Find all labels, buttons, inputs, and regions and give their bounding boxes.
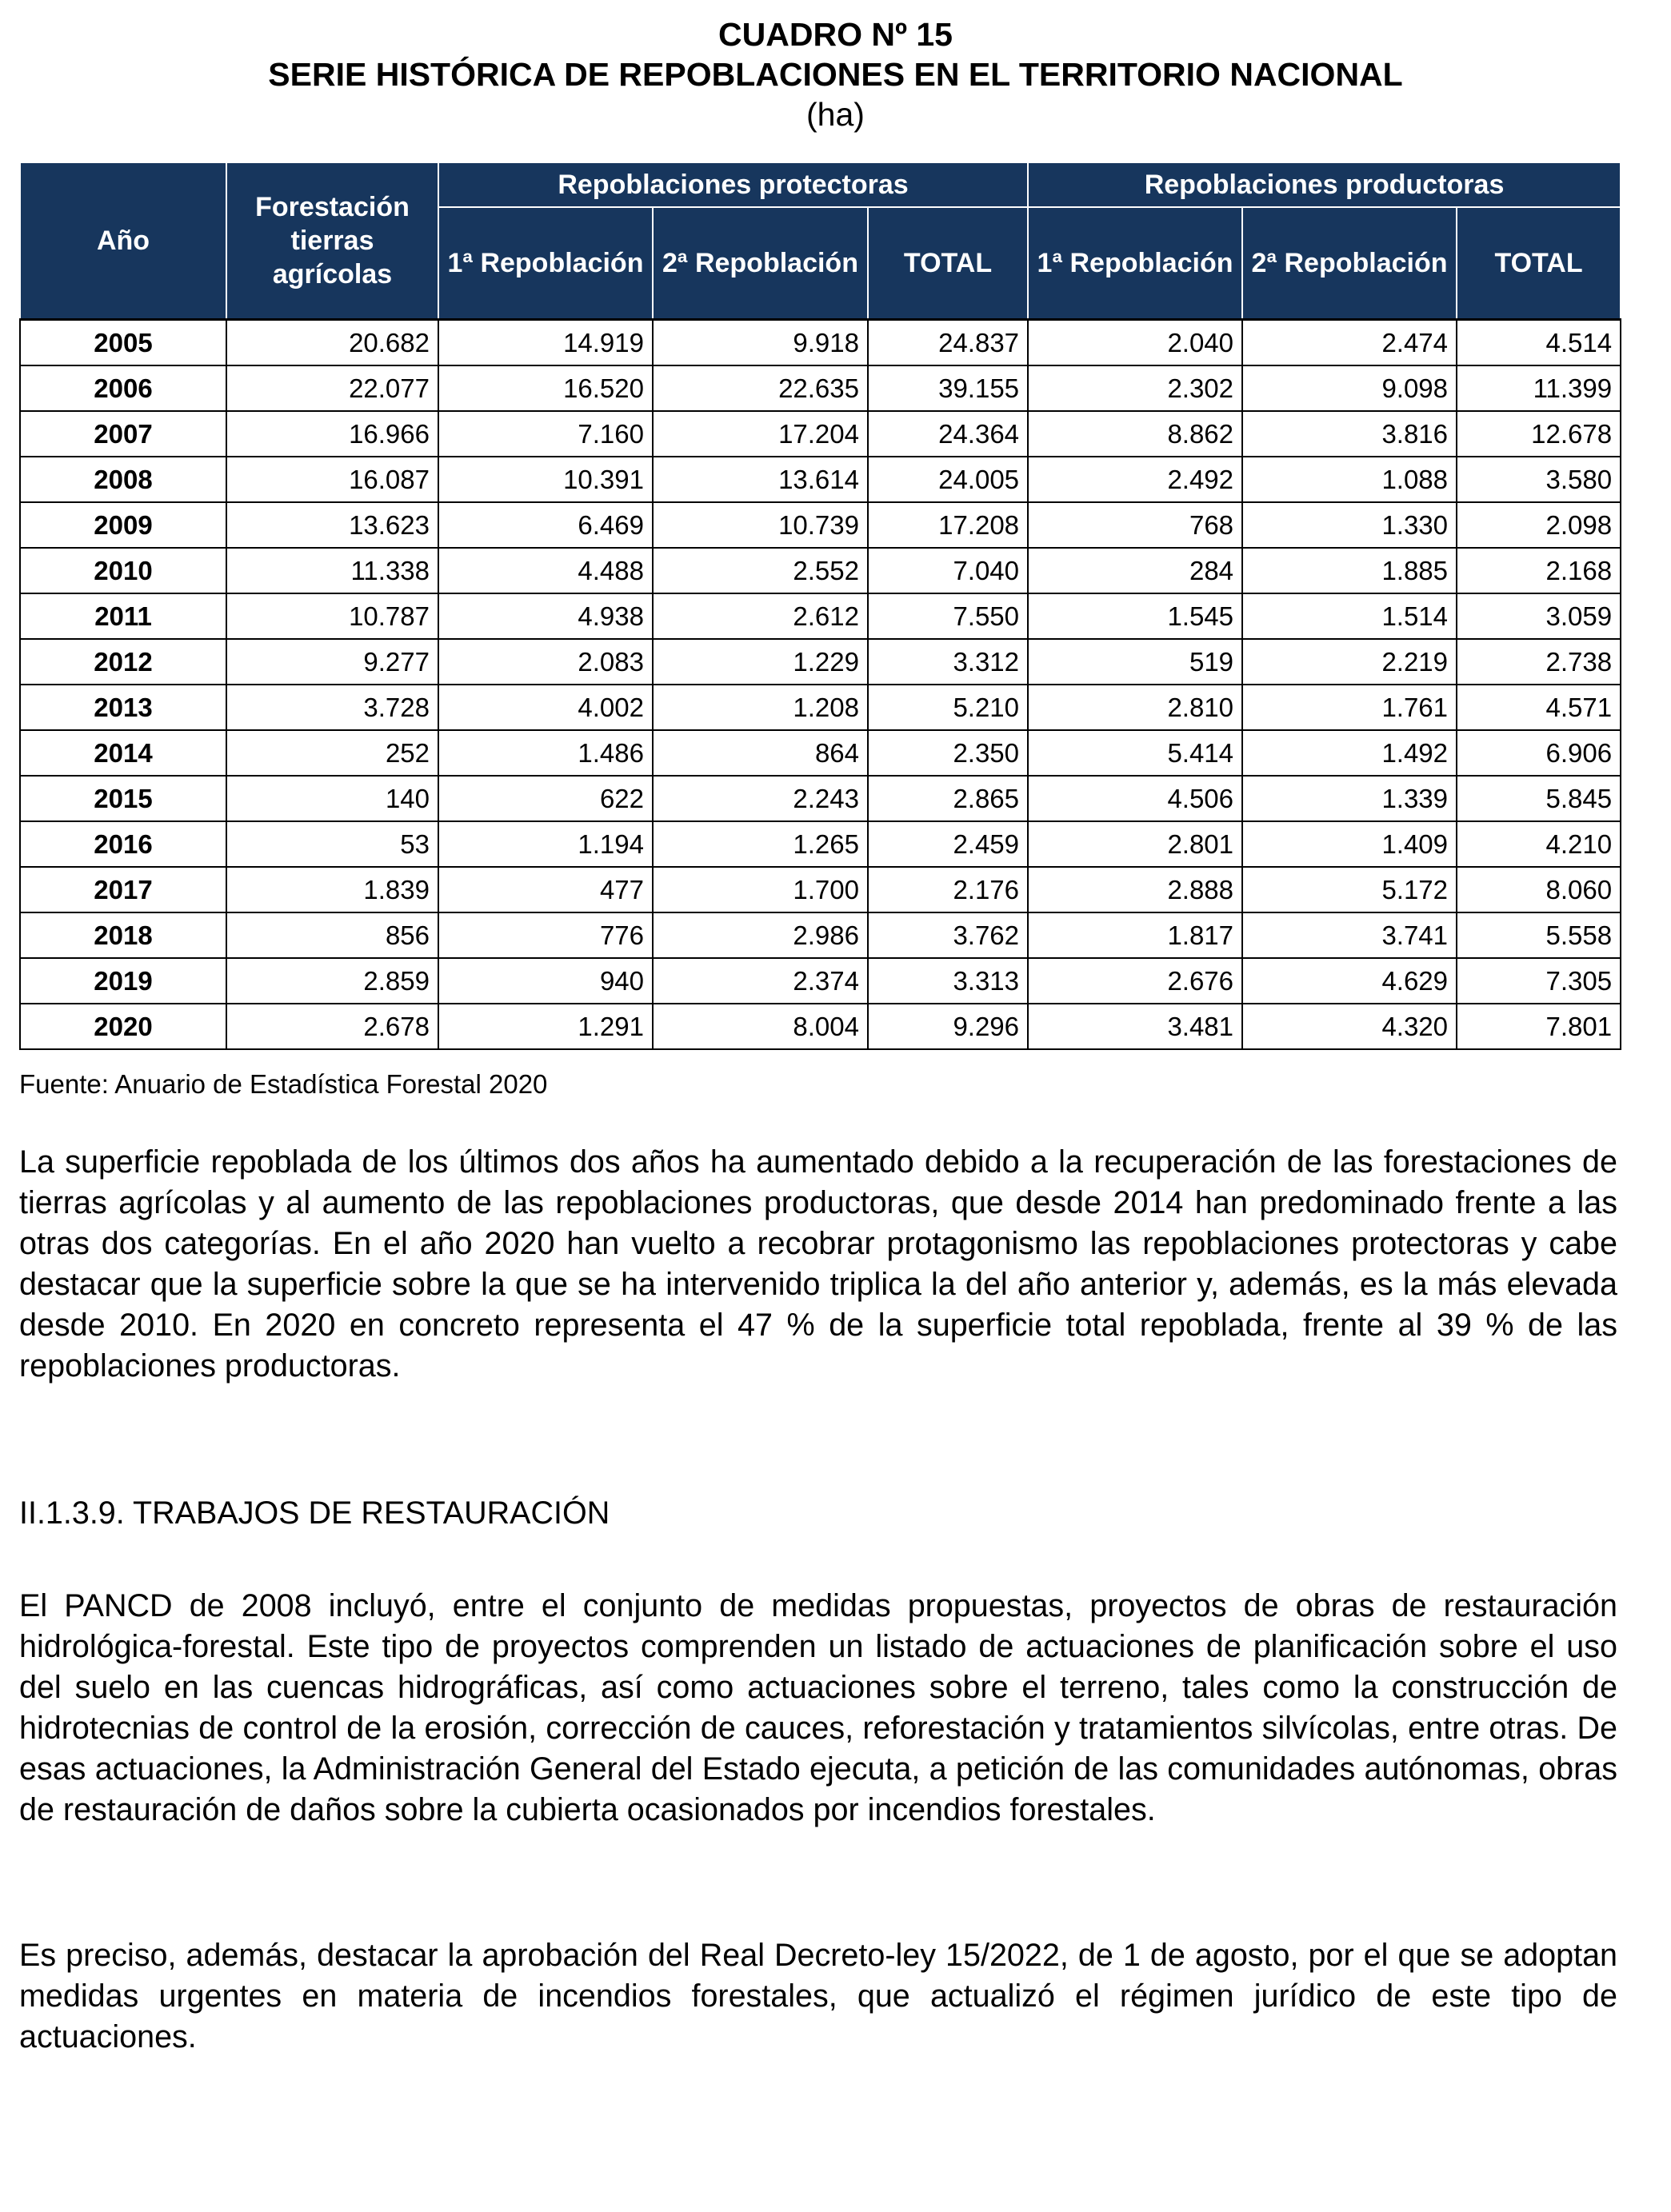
paragraph-2: El PANCD de 2008 incluyó, entre el conjunto de medidas propuestas, proyectos de obras de restauración hidrológica-forestal. Este tipo de proyectos comprenden un listado de actuaciones de planificación sobre el uso del suelo en las cuencas hidrográficas, así como actuaciones sobre el terreno, tales como la construcción de hidrotecnias de control de la erosión, corrección de cauces, reforestación y tratamientos silvícolas, entre otras. De esas actuaciones, la Administración General del Estado ejecuta, a petición de las comunidades autónomas, obras de restauración de daños sobre la cubierta ocasionados por incendios forestales. xyxy=(19,1588,1617,1827)
table-row xyxy=(20,411,1621,457)
cell-productoras-total: 2.738 xyxy=(1457,639,1621,685)
cell-productoras-total: 3.580 xyxy=(1457,457,1621,502)
cell-forestation: 856 xyxy=(226,912,438,958)
cell-protectoras-total: 3.312 xyxy=(868,639,1028,685)
cell-forestation: 1.839 xyxy=(226,867,438,912)
cell-productoras-total: 2.098 xyxy=(1457,502,1621,548)
table-source: Fuente: Anuario de Estadística Forestal 2020 xyxy=(19,1069,548,1099)
cell-protectoras-total: 2.865 xyxy=(868,776,1028,821)
cell-year: 2007 xyxy=(20,411,226,457)
cell-protectoras-first: 7.160 xyxy=(438,411,653,457)
cell-protectoras-second: 22.635 xyxy=(653,365,868,411)
cell-protectoras-total: 2.459 xyxy=(868,821,1028,867)
cell-productoras-first: 5.414 xyxy=(1028,730,1242,776)
cell-forestation: 16.966 xyxy=(226,411,438,457)
table-row xyxy=(20,1004,1621,1049)
cell-year: 2012 xyxy=(20,639,226,685)
cell-forestation: 252 xyxy=(226,730,438,776)
cell-productoras-second: 9.098 xyxy=(1242,365,1457,411)
cell-productoras-first: 768 xyxy=(1028,502,1242,548)
cell-productoras-total: 12.678 xyxy=(1457,411,1621,457)
cell-productoras-second: 1.885 xyxy=(1242,548,1457,593)
cell-protectoras-first: 1.291 xyxy=(438,1004,653,1049)
table-row xyxy=(20,821,1621,867)
cell-forestation: 13.623 xyxy=(226,502,438,548)
cell-protectoras-total: 7.040 xyxy=(868,548,1028,593)
cell-productoras-second: 5.172 xyxy=(1242,867,1457,912)
cell-protectoras-total: 3.762 xyxy=(868,912,1028,958)
cell-protectoras-total: 24.005 xyxy=(868,457,1028,502)
cell-protectoras-second: 1.229 xyxy=(653,639,868,685)
table-row xyxy=(20,502,1621,548)
cell-protectoras-first: 16.520 xyxy=(438,365,653,411)
cell-protectoras-first: 6.469 xyxy=(438,502,653,548)
table-row xyxy=(20,320,1621,366)
cell-productoras-second: 1.492 xyxy=(1242,730,1457,776)
cell-year: 2017 xyxy=(20,867,226,912)
cell-productoras-second: 1.761 xyxy=(1242,685,1457,730)
cell-productoras-second: 3.816 xyxy=(1242,411,1457,457)
cell-year: 2008 xyxy=(20,457,226,502)
section-heading: II.1.3.9. TRABAJOS DE RESTAURACIÓN xyxy=(19,1495,610,1531)
cell-forestation: 53 xyxy=(226,821,438,867)
cell-forestation: 3.728 xyxy=(226,685,438,730)
cell-productoras-second: 2.219 xyxy=(1242,639,1457,685)
header-group-productoras: Repoblaciones productoras xyxy=(1028,162,1621,207)
cell-protectoras-first: 2.083 xyxy=(438,639,653,685)
cell-productoras-second: 4.320 xyxy=(1242,1004,1457,1049)
cell-protectoras-total: 17.208 xyxy=(868,502,1028,548)
cell-protectoras-second: 1.208 xyxy=(653,685,868,730)
cell-productoras-first: 2.492 xyxy=(1028,457,1242,502)
cell-protectoras-second: 2.374 xyxy=(653,958,868,1004)
header-protectoras-total: TOTAL xyxy=(868,207,1028,320)
header-protectoras-first: 1ª Repoblación xyxy=(438,207,653,320)
cell-protectoras-total: 24.837 xyxy=(868,320,1028,366)
cell-forestation: 22.077 xyxy=(226,365,438,411)
cell-protectoras-total: 2.350 xyxy=(868,730,1028,776)
cell-protectoras-first: 477 xyxy=(438,867,653,912)
cell-productoras-first: 1.817 xyxy=(1028,912,1242,958)
cell-protectoras-total: 9.296 xyxy=(868,1004,1028,1049)
table-row xyxy=(20,958,1621,1004)
cell-forestation: 2.678 xyxy=(226,1004,438,1049)
table-caption xyxy=(0,14,1671,134)
header-productoras-first: 1ª Repoblación xyxy=(1028,207,1242,320)
cell-protectoras-second: 864 xyxy=(653,730,868,776)
cell-protectoras-second: 17.204 xyxy=(653,411,868,457)
table-row xyxy=(20,912,1621,958)
cell-productoras-second: 2.474 xyxy=(1242,320,1457,366)
caption-number: CUADRO Nº 15 xyxy=(718,16,953,53)
table-row xyxy=(20,593,1621,639)
cell-protectoras-first: 4.002 xyxy=(438,685,653,730)
table-row xyxy=(20,365,1621,411)
paragraph-3: Es preciso, además, destacar la aprobación del Real Decreto-ley 15/2022, de 1 de agosto, por el que se adoptan medidas urgentes en materia de incendios forestales, que actualizó el régimen jurídico de este tipo de actuaciones. xyxy=(19,1938,1617,2054)
cell-year: 2013 xyxy=(20,685,226,730)
cell-protectoras-second: 13.614 xyxy=(653,457,868,502)
cell-year: 2019 xyxy=(20,958,226,1004)
cell-forestation: 10.787 xyxy=(226,593,438,639)
caption-unit: (ha) xyxy=(806,96,865,133)
cell-productoras-total: 4.571 xyxy=(1457,685,1621,730)
cell-productoras-first: 8.862 xyxy=(1028,411,1242,457)
cell-protectoras-first: 4.938 xyxy=(438,593,653,639)
cell-productoras-second: 3.741 xyxy=(1242,912,1457,958)
header-productoras-total: TOTAL xyxy=(1457,207,1621,320)
cell-protectoras-first: 622 xyxy=(438,776,653,821)
cell-productoras-first: 284 xyxy=(1028,548,1242,593)
cell-productoras-second: 1.088 xyxy=(1242,457,1457,502)
cell-protectoras-total: 2.176 xyxy=(868,867,1028,912)
cell-productoras-first: 2.302 xyxy=(1028,365,1242,411)
header-forestation: Forestación tierras agrícolas xyxy=(226,162,438,320)
cell-productoras-first: 2.676 xyxy=(1028,958,1242,1004)
table-row xyxy=(20,867,1621,912)
cell-protectoras-second: 10.739 xyxy=(653,502,868,548)
table-row xyxy=(20,639,1621,685)
cell-productoras-second: 1.330 xyxy=(1242,502,1457,548)
cell-productoras-total: 6.906 xyxy=(1457,730,1621,776)
cell-year: 2015 xyxy=(20,776,226,821)
cell-protectoras-total: 39.155 xyxy=(868,365,1028,411)
cell-productoras-total: 2.168 xyxy=(1457,548,1621,593)
cell-productoras-first: 2.801 xyxy=(1028,821,1242,867)
cell-protectoras-second: 2.612 xyxy=(653,593,868,639)
cell-productoras-second: 1.339 xyxy=(1242,776,1457,821)
cell-productoras-total: 5.845 xyxy=(1457,776,1621,821)
cell-productoras-total: 5.558 xyxy=(1457,912,1621,958)
cell-productoras-total: 3.059 xyxy=(1457,593,1621,639)
caption-title: SERIE HISTÓRICA DE REPOBLACIONES EN EL TERRITORIO NACIONAL xyxy=(268,56,1403,93)
cell-productoras-first: 1.545 xyxy=(1028,593,1242,639)
cell-forestation: 20.682 xyxy=(226,320,438,366)
cell-protectoras-second: 2.552 xyxy=(653,548,868,593)
cell-protectoras-total: 5.210 xyxy=(868,685,1028,730)
table-row xyxy=(20,776,1621,821)
cell-forestation: 16.087 xyxy=(226,457,438,502)
table-body xyxy=(20,320,1621,1050)
cell-protectoras-first: 10.391 xyxy=(438,457,653,502)
cell-productoras-total: 7.305 xyxy=(1457,958,1621,1004)
cell-protectoras-first: 776 xyxy=(438,912,653,958)
table-row xyxy=(20,730,1621,776)
cell-protectoras-first: 1.486 xyxy=(438,730,653,776)
cell-protectoras-second: 8.004 xyxy=(653,1004,868,1049)
paragraph-1: La superficie repoblada de los últimos dos años ha aumentado debido a la recuperación de las forestaciones de tierras agrícolas y al aumento de las repoblaciones productoras, que desde 2014 han predominado frente a las otras dos categorías. En el año 2020 han vuelto a recobrar protagonismo las repoblaciones protectoras y cabe destacar que la superficie sobre la que se ha intervenido triplica la del año anterior y, además, es la más elevada desde 2010. En 2020 en concreto representa el 47 % de la superficie total repoblada, frente al 39 % de las repoblaciones productoras. xyxy=(19,1144,1617,1383)
cell-protectoras-first: 14.919 xyxy=(438,320,653,366)
cell-productoras-first: 2.040 xyxy=(1028,320,1242,366)
cell-forestation: 2.859 xyxy=(226,958,438,1004)
header-protectoras-second: 2ª Repoblación xyxy=(653,207,868,320)
cell-protectoras-second: 9.918 xyxy=(653,320,868,366)
cell-forestation: 11.338 xyxy=(226,548,438,593)
cell-productoras-second: 1.514 xyxy=(1242,593,1457,639)
cell-productoras-first: 2.810 xyxy=(1028,685,1242,730)
header-productoras-second: 2ª Repoblación xyxy=(1242,207,1457,320)
cell-year: 2016 xyxy=(20,821,226,867)
cell-productoras-first: 3.481 xyxy=(1028,1004,1242,1049)
cell-productoras-first: 2.888 xyxy=(1028,867,1242,912)
cell-productoras-total: 4.514 xyxy=(1457,320,1621,366)
cell-year: 2005 xyxy=(20,320,226,366)
cell-year: 2009 xyxy=(20,502,226,548)
cell-year: 2011 xyxy=(20,593,226,639)
cell-protectoras-first: 1.194 xyxy=(438,821,653,867)
cell-productoras-second: 1.409 xyxy=(1242,821,1457,867)
cell-forestation: 9.277 xyxy=(226,639,438,685)
cell-year: 2018 xyxy=(20,912,226,958)
cell-protectoras-second: 1.265 xyxy=(653,821,868,867)
cell-year: 2020 xyxy=(20,1004,226,1049)
table-row xyxy=(20,457,1621,502)
cell-productoras-total: 7.801 xyxy=(1457,1004,1621,1049)
header-year: Año xyxy=(20,162,226,320)
cell-year: 2006 xyxy=(20,365,226,411)
cell-protectoras-total: 3.313 xyxy=(868,958,1028,1004)
cell-protectoras-first: 4.488 xyxy=(438,548,653,593)
header-group-protectoras: Repoblaciones protectoras xyxy=(438,162,1028,207)
cell-year: 2014 xyxy=(20,730,226,776)
table-row xyxy=(20,685,1621,730)
cell-productoras-second: 4.629 xyxy=(1242,958,1457,1004)
cell-protectoras-total: 24.364 xyxy=(868,411,1028,457)
cell-productoras-first: 519 xyxy=(1028,639,1242,685)
table-row xyxy=(20,548,1621,593)
cell-protectoras-second: 1.700 xyxy=(653,867,868,912)
cell-year: 2010 xyxy=(20,548,226,593)
cell-protectoras-second: 2.986 xyxy=(653,912,868,958)
reforestation-table xyxy=(19,162,1621,1050)
cell-productoras-total: 4.210 xyxy=(1457,821,1621,867)
cell-protectoras-first: 940 xyxy=(438,958,653,1004)
cell-productoras-total: 11.399 xyxy=(1457,365,1621,411)
cell-forestation: 140 xyxy=(226,776,438,821)
cell-productoras-total: 8.060 xyxy=(1457,867,1621,912)
cell-protectoras-second: 2.243 xyxy=(653,776,868,821)
cell-protectoras-total: 7.550 xyxy=(868,593,1028,639)
cell-productoras-first: 4.506 xyxy=(1028,776,1242,821)
